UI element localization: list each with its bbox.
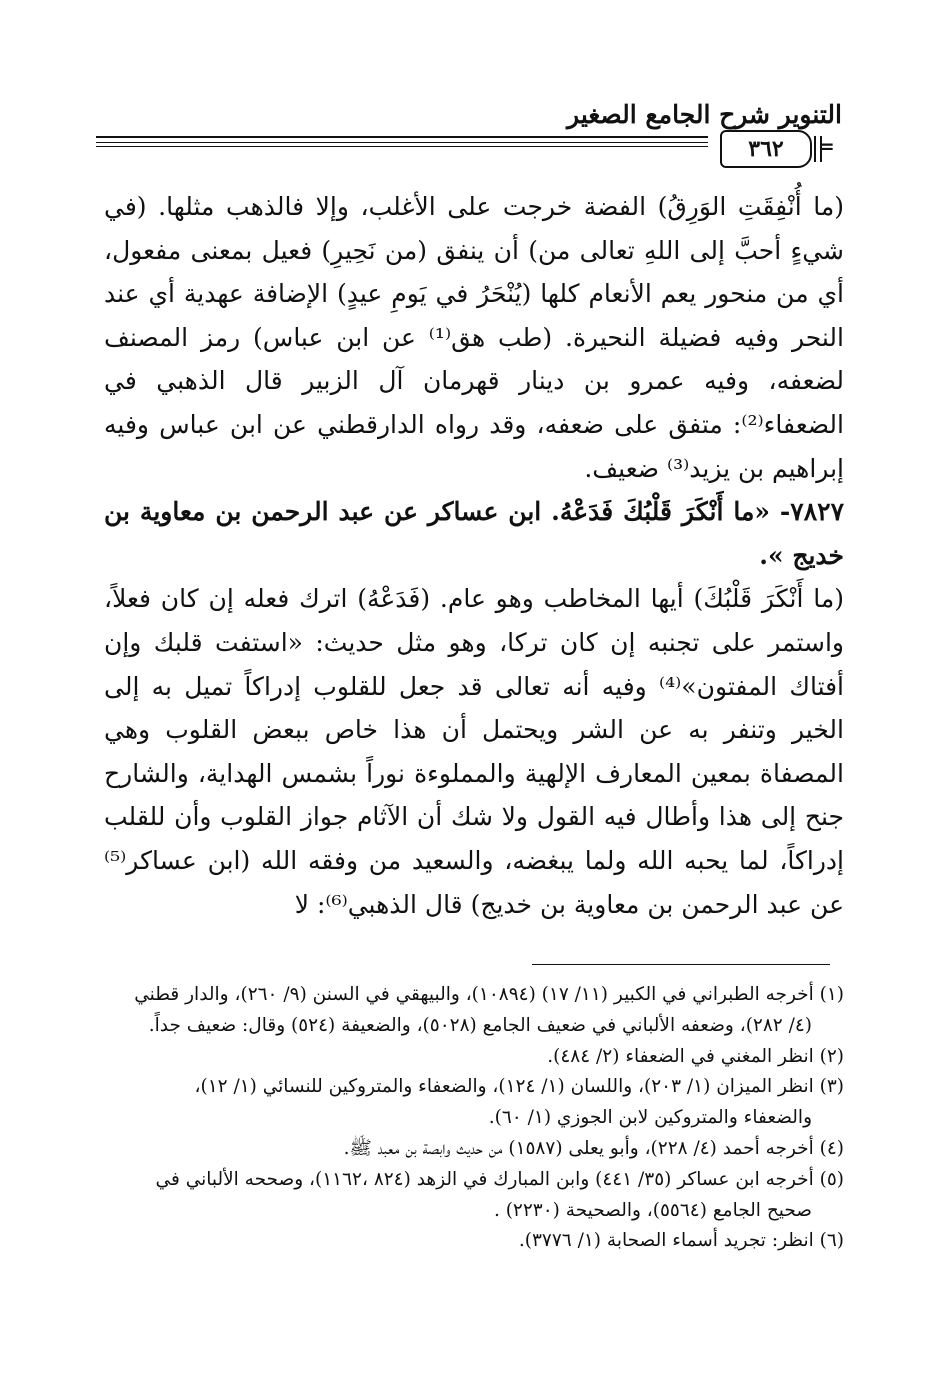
footnote-1-cont: (٤/ ٢٨٢)، وضعفه الألباني في ضعيف الجامع (٥٠٢٨)، والضعيفة (٥٢٤) وقال: ضعيف جداً.: [148, 1014, 812, 1036]
hadith-7827: ٧٨٢٧- «ما أَنْكَرَ قَلْبُكَ فَدَعْهُ. ابن عساكر عن عبد الرحمن بن معاوية بن خديج ».: [104, 497, 844, 570]
footnote-2: (٢) انظر المغني في الضعفاء (٢/ ٤٨٤).: [547, 1045, 844, 1067]
paragraph-commentary-2: (ما أَنْكَرَ قَلْبُكَ) أيها المخاطب وهو عام. (فَدَعْهُ) اترك فعله إن كان فعلاً، واستمر على تجنبه إن كان تركا، وهو مثل حديث: «استفت قلبك وإن أفتاك المفتون»⁽⁴⁾ وفيه أنه تعالى قد جعل للقلوب إدراكاً تميل به إلى الخير وتنفر به عن الشر ويحتمل أن هذا خاص ببعض القلوب وهي المصفاة بمعين المعارف الإلهية والمملوءة نوراً بشمس الهداية، والشارح جنح إلى هذا وأطال فيه القول ولا شك أن الآثام جواز القلوب وأن للقلب إدراكاً، لما يحبه الله ولما يبغضه، والسعيد من وفقه الله (ابن عساكر⁽⁵⁾ عن عبد الرحمن بن معاوية بن خديج) قال الذهبي⁽⁶⁾: لا: [104, 584, 845, 919]
footnote-6: (٦) انظر: تجريد أسماء الصحابة (١/ ٣٧٧٦).: [518, 1230, 844, 1252]
paragraph-commentary-1: (ما أُنْفِقَتِ الوَرِقُ) الفضة خرجت على الأغلب، وإلا فالذهب مثلها. (في شيءٍ أحبَّ إلى اللهِ تعالى من) أن ينفق (من نَحِيرِ) فعيل بمعنى مفعول، أي من منحور يعم الأنعام كلها (يُنْحَرُ في يَومِ عيدٍ) الإضافة عهدية أي عند النحر وفيه فضيلة النحيرة. (طب هق⁽¹⁾ عن ابن عباس) رمز المصنف لضعفه، وفيه عمرو بن دينار قهرمان آل الزبير قال الذهبي في الضعفاء⁽²⁾: متفق على ضعفه، وقد رواه الدارقطني عن ابن عباس وفيه إبراهيم بن يزيد⁽³⁾ ضعيف.: [104, 192, 844, 483]
footnote-1: (١) أخرجه الطبراني في الكبير (١١/ ١٧) (١٠٨٩٤)، والبيهقي في السنن (٩/ ٢٦٠)، والدار قطني: [134, 984, 844, 1005]
header-rule: [96, 136, 708, 147]
header-ornament: =: [818, 134, 835, 158]
page-number-badge: [720, 130, 812, 168]
footnote-3: (٣) انظر الميزان (١/ ٢٠٣)، واللسان (١/ ١٢٤)، والضعفاء والمتروكين للنسائي (١/ ١٢)،: [194, 1076, 844, 1098]
footnote-5: (٥) أخرجه ابن عساكر (٣٥/ ٤٤١) وابن المبارك في الزهد (٨٢٤ ،١١٦٢)، وصححه الألباني في: [155, 1168, 844, 1190]
main-text: [104, 185, 844, 926]
footnote-4: (٤) أخرجه أحمد (٤/ ٢٢٨)، وأبو يعلى (١٥٨٧) من حديث وابصة بن معبد ﷺ.: [343, 1137, 844, 1159]
running-header-title: التنوير شرح الجامع الصغير: [567, 100, 842, 129]
footnote-5-cont: صحيح الجامع (٥٥٦٤)، والصحيحة (٢٢٣٠) .: [493, 1199, 812, 1221]
footnote-separator: [532, 964, 830, 965]
footnote-3-cont: والضعفاء والمتروكين لابن الجوزي (١/ ٦٠).: [488, 1107, 812, 1129]
footnotes: [99, 980, 844, 1257]
page-number: ٣٦٢: [748, 136, 784, 162]
